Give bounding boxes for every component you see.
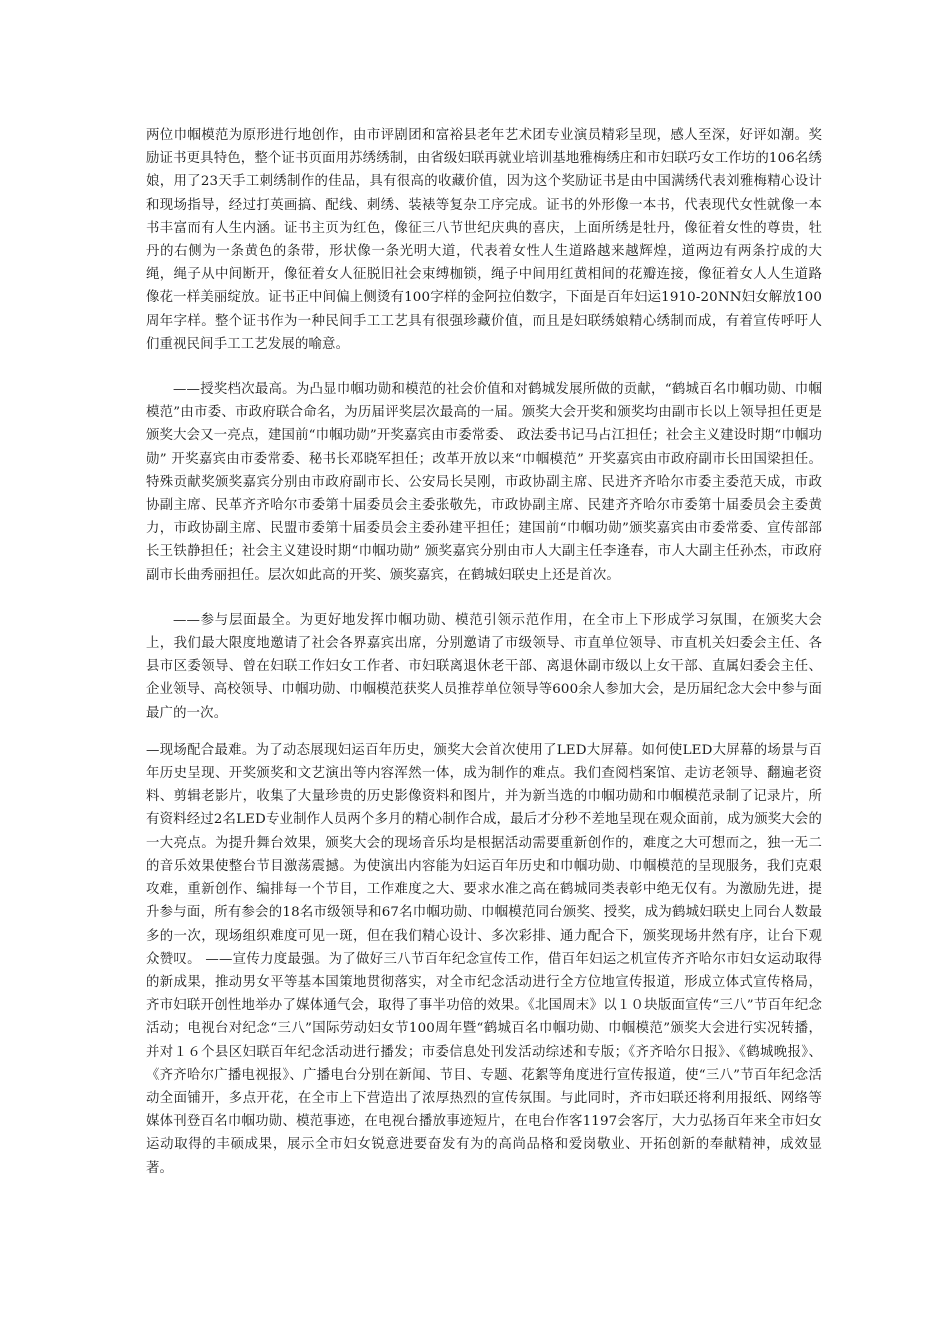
paragraph-participation: ——参与层面最全。为更好地发挥巾帼功勋、模范引领示范作用，在全市上下形成学习氛围，在颁奖大会上，我们最大限度地邀请了社会各界嘉宾出席，分别邀请了市级领导、市直单位领导、市直机关妇委会主任、各县市区委领导、曾在妇联工作妇女工作者、市妇联离退休老干部、离退休副市级以上女干部、直属妇委会主任、企业领导、高校领导、巾帼功勋、巾帼模范获奖人员推荐单位领导等600余人参加大会，是历届纪念大会中参与面最广的一次。 — [146, 612, 822, 721]
paragraph-award-certificate: 两位巾帼模范为原形进行地创作，由市评剧团和富裕县老年艺术团专业演员精彩呈现，感人至深，好评如潮。奖励证书更具特色，整个证书页面用苏绣绣制，由省级妇联再就业培训基地雅梅绣庄和市妇联巧女工作坊的106名绣娘，用了23天手工刺绣制作的佳品，具有很高的收藏价值，因为这个奖励证书是由中国满绣代表刘雅梅精心设计和现场指导，经过打英画搞、配线、刺绣、装裱等复杂工序完成。证书的外形像一本书，代表现代女性就像一本书丰富而有人生内涵。证书主页为红色，像征三八节世纪庆典的喜庆，上面所绣是牡丹，像征着女性的尊贵，牡丹的右侧为一条黄色的条带，形状像一条光明大道，代表着女性人生道路越来越辉煌，道两边有两条拧成的大绳，绳子从中间断开，像征着女人征脱旧社会束缚枷锁，绳子中间用红黄相间的花瓣连接，像征着女人人生道路像花一样美丽绽放。证书正中间偏上侧烫有100字样的金阿拉伯数字，下面是百年妇运1910-20NN妇女解放100周年字样。整个证书作为一种民间手工工艺具有很强珍藏价值，而且是妇联绣娘精心绣制而成，有着宣传呼吁人们重视民间手工工艺发展的喻意。 — [146, 128, 822, 352]
document-page — [146, 124, 822, 1180]
paragraph-award-level: ——授奖档次最高。为凸显巾帼功勋和模范的社会价值和对鹤城发展所做的贡献，“鹤城百名巾帼功勋、巾帼模范”由市委、市政府联合命名，为历届评奖层次最高的一届。颁奖大会开奖和颁奖均由副市长以上领导担任更是颁奖大会又一亮点，建国前“巾帼功勋”开奖嘉宾由市委常委、 政法委书记马占江担任；社会主义建设时期“巾帼功勋” 开奖嘉宾由市委常委、秘书长邓晓军担任；改革开放以来“巾帼模范” 开奖嘉宾由市政府副市长田国梁担任。特殊贡献奖颁奖嘉宾分别由市政府副市长、公安局长吴刚，市政协副主席、民进齐齐哈尔市委主委范天成，市政协副主席、民革齐齐哈尔市委第十届委员会主委张敬先，市政协副主席、民建齐齐哈尔市委第十届委员会主委黄力，市政协副主席、民盟市委第十届委员会主委孙建平担任；建国前“巾帼功勋”颁奖嘉宾由市委常委、宣传部部长王铁静担任；社会主义建设时期“巾帼功勋” 颁奖嘉宾分别由市人大副主任李逢春，市人大副主任孙杰，市政府副市长曲秀丽担任。层次如此高的开奖、颁奖嘉宾，在鹤城妇联史上还是首次。 — [146, 382, 822, 583]
paragraph-onsite-and-publicity: —现场配合最难。为了动态展现妇运百年历史，颁奖大会首次使用了LED大屏幕。如何使LED大屏幕的场景与百年历史呈现、开奖颁奖和文艺演出等内容浑然一体，成为制作的难点。我们查阅档案馆、走访老领导、翻遍老资料、剪辑老影片，收集了大量珍贵的历史影像资料和图片，并为新当选的巾帼功勋和巾帼模范录制了记录片，所有资料经过2名LED专业制作人员两个多月的精心制作合成，最后才分秒不差地呈现在观众面前，成为颁奖大会的一大亮点。为提升舞台效果，颁奖大会的现场音乐均是根据活动需要重新创作的，难度之大可想而之，独一无二的音乐效果使整台节目激荡震撼。为使演出内容能为妇运百年历史和巾帼功勋、巾帼模范的呈现服务，我们克艰攻难，重新创作、编排每一个节目，工作难度之大、要求水准之高在鹤城同类表彰中绝无仅有。为激励先进，提升参与面，所有参会的18名市级领导和67名巾帼功勋、巾帼模范同台颁奖、授奖，成为鹤城妇联史上同台人数最多的一次，现场组织难度可见一斑，但在我们精心设计、多次彩排、通力配合下，颁奖现场井然有序，让台下观众赞叹。 ——宣传力度最强。为了做好三八节百年纪念宣传工作，借百年妇运之机宣传齐齐哈尔市妇女运动取得的新成果，推动男女平等基本国策地贯彻落实，对全市纪念活动进行全方位地宣传报道，形成立体式宣传格局，齐市妇联开创性地举办了媒体通气会，取得了事半功倍的效果。《北国周末》以１０块版面宣传“三八”节百年纪念活动；电视台对纪念“三八”国际劳动妇女节100周年暨“鹤城百名巾帼功勋、巾帼模范”颁奖大会进行实况转播，并对１６个县区妇联百年纪念活动进行播发；市委信息处刊发活动综述和专版；《齐齐哈尔日报》、《鹤城晚报》、《齐齐哈尔广播电视报》、广播电台分别在新闻、节目、专题、花絮等角度进行宣传报道，使“三八”节百年纪念活动全面铺开，多点开花，在全市上下营造出了浓厚热烈的宣传氛围。与此同时，齐市妇联还将利用报纸、网络等媒体刊登百名巾帼功勋、模范事迹，在电视台播放事迹短片，在电台作客1197会客厅，大力弘扬百年来全市妇女运动取得的丰硕成果，展示全市妇女锐意进要奋发有为的高尚品格和爱岗敬业、开拓创新的奉献精神，成效显著。 — [146, 742, 822, 1176]
